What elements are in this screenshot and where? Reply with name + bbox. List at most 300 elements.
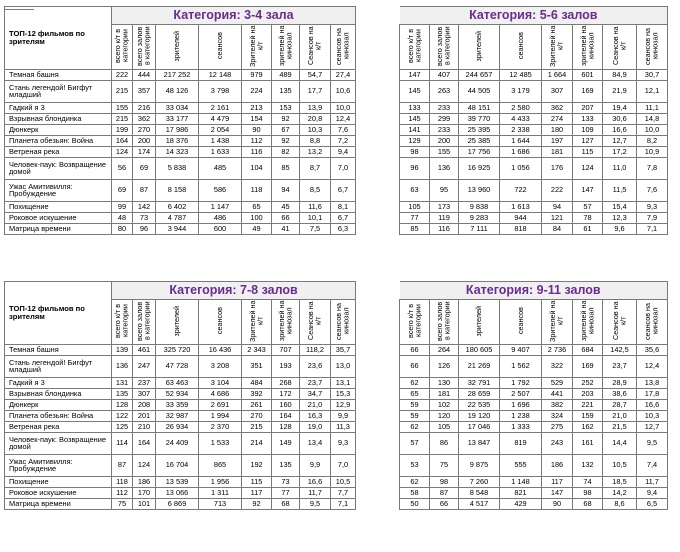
table-cell: 407 xyxy=(430,69,459,80)
column-header: Зрителей на к/т xyxy=(548,300,565,342)
table-cell: 32 791 xyxy=(459,377,500,388)
table-cell: 252 xyxy=(573,377,603,388)
table-cell: 9 838 xyxy=(459,201,500,212)
table-cell: 77 xyxy=(272,487,300,498)
table-row xyxy=(400,135,668,146)
table-cell: 13 066 xyxy=(156,487,199,498)
table-cell: 102 xyxy=(430,399,459,410)
film-title: Планета обезьян: Война xyxy=(5,135,112,146)
table-cell: 7,4 xyxy=(637,454,668,476)
table-cell: 461 xyxy=(133,344,156,355)
table-cell: 713 xyxy=(199,498,242,509)
table-cell: 601 xyxy=(573,69,603,80)
film-title: Дюнкерк xyxy=(5,399,112,410)
table-cell: 10,1 xyxy=(300,212,331,223)
table-cell: 7 111 xyxy=(459,223,500,234)
table-cell: 221 xyxy=(573,399,603,410)
table-cell: 7,8 xyxy=(637,157,668,179)
column-header: зрителей xyxy=(474,305,484,337)
column-header: сеансов на кинозал xyxy=(334,302,351,340)
table-cell: 1 792 xyxy=(500,377,542,388)
table-cell: 23,7 xyxy=(300,377,331,388)
table-row xyxy=(5,212,356,223)
table-cell: 21,0 xyxy=(603,410,637,421)
table-cell: 69 xyxy=(133,157,156,179)
table-cell: 48 126 xyxy=(156,80,199,102)
table-cell: 164 xyxy=(272,410,300,421)
table-cell: 128 xyxy=(272,421,300,432)
table-cell: 115 xyxy=(573,146,603,157)
table-panel-5-6 xyxy=(399,6,668,235)
table-cell: 98 xyxy=(430,476,459,487)
table-cell: 529 xyxy=(542,377,573,388)
column-header: сеансов xyxy=(215,32,225,60)
table-cell: 69 xyxy=(112,179,133,201)
film-title: Темная башня xyxy=(5,69,112,80)
table-row xyxy=(5,487,356,498)
table-cell: 270 xyxy=(242,410,272,421)
table-cell: 62 xyxy=(400,377,430,388)
table-cell: 174 xyxy=(133,146,156,157)
table-cell: 8 548 xyxy=(459,487,500,498)
table-cell: 181 xyxy=(430,388,459,399)
table-row xyxy=(5,410,356,421)
table-cell: 7,1 xyxy=(331,498,356,509)
table-cell: 19,0 xyxy=(300,421,331,432)
table-cell: 116 xyxy=(430,223,459,234)
table-cell: 979 xyxy=(242,69,272,80)
table-cell: 13,2 xyxy=(300,146,331,157)
column-header: всего к/т в категории xyxy=(113,303,130,339)
table-row xyxy=(5,377,356,388)
table-cell: 4 517 xyxy=(459,498,500,509)
table-cell: 33 177 xyxy=(156,113,199,124)
table-cell: 22 535 xyxy=(459,399,500,410)
table-cell: 118 xyxy=(112,476,133,487)
column-header: Зрителей на к/т xyxy=(247,300,265,342)
table-row xyxy=(400,399,668,410)
film-title: Темная башня xyxy=(5,344,112,355)
table-row xyxy=(400,223,668,234)
table-cell: 222 xyxy=(112,69,133,80)
table-panel-7-8 xyxy=(4,281,356,510)
table-cell: 275 xyxy=(542,421,573,432)
table-cell: 164 xyxy=(133,432,156,454)
table-cell: 23,6 xyxy=(300,355,331,377)
table-cell: 124 xyxy=(112,146,133,157)
table-cell: 66 xyxy=(400,344,430,355)
table-cell: 7,5 xyxy=(300,223,331,234)
table-cell: 181 xyxy=(542,146,573,157)
table-cell: 173 xyxy=(430,201,459,212)
table-cell: 82 xyxy=(272,146,300,157)
column-header: всего залов в категории xyxy=(435,26,452,66)
table-cell: 84,9 xyxy=(603,69,637,80)
category-title: Категория: 7-8 залов xyxy=(112,282,356,300)
table-cell: 1 562 xyxy=(500,355,542,377)
table-cell: 484 xyxy=(242,377,272,388)
table-cell: 4 433 xyxy=(500,113,542,124)
table-cell: 129 xyxy=(400,135,430,146)
film-title: Похищение xyxy=(5,476,112,487)
table-row xyxy=(5,69,356,80)
table-cell: 2 370 xyxy=(199,421,242,432)
column-header: сеансов на кинозал xyxy=(334,27,351,65)
column-header: всего залов в категории xyxy=(135,301,152,341)
table-cell: 32 987 xyxy=(156,410,199,421)
table-cell: 13,0 xyxy=(331,355,356,377)
table-cell: 13 539 xyxy=(156,476,199,487)
table-row xyxy=(400,377,668,388)
table-cell: 67 xyxy=(272,124,300,135)
table-cell: 1 238 xyxy=(500,410,542,421)
table-cell: 75 xyxy=(112,498,133,509)
table-cell: 11,1 xyxy=(637,102,668,113)
table-cell: 56 xyxy=(112,157,133,179)
table-cell: 8,7 xyxy=(300,157,331,179)
film-title: Человек-паук: Возвращение домой xyxy=(5,157,112,179)
table-row xyxy=(400,69,668,80)
column-header: всего залов в категории xyxy=(135,26,152,66)
column-header: Зрителей на к/т xyxy=(247,25,265,67)
table-cell: 169 xyxy=(573,80,603,102)
table-cell: 10,0 xyxy=(637,124,668,135)
table-cell: 44 505 xyxy=(459,80,500,102)
table-cell: 392 xyxy=(242,388,272,399)
table-cell: 147 xyxy=(573,179,603,201)
column-header: зрителей xyxy=(172,305,182,337)
table-cell: 10,6 xyxy=(331,80,356,102)
table-cell: 3 179 xyxy=(500,80,542,102)
category-title: Категория: 5-6 залов xyxy=(400,7,668,25)
table-cell: 38,6 xyxy=(603,388,637,399)
table-cell: 115 xyxy=(242,476,272,487)
table-cell: 66 xyxy=(400,355,430,377)
film-title: Дюнкерк xyxy=(5,124,112,135)
table-cell: 7 260 xyxy=(459,476,500,487)
table-cell: 8,8 xyxy=(300,135,331,146)
table-cell: 75 xyxy=(430,454,459,476)
table-cell: 19,4 xyxy=(603,102,637,113)
table-row xyxy=(400,344,668,355)
table-cell: 30,7 xyxy=(637,69,668,80)
table-cell: 90 xyxy=(542,498,573,509)
table-cell: 41 xyxy=(272,223,300,234)
table-cell: 85 xyxy=(272,157,300,179)
table-cell: 5 838 xyxy=(156,157,199,179)
table-cell: 9,5 xyxy=(300,498,331,509)
table-cell: 48 151 xyxy=(459,102,500,113)
table-row xyxy=(5,498,356,509)
table-cell: 268 xyxy=(272,377,300,388)
column-header: всего к/т в категории xyxy=(405,303,423,339)
table-cell: 217 252 xyxy=(156,69,199,80)
table-cell: 200 xyxy=(133,135,156,146)
table-cell: 90 xyxy=(242,124,272,135)
table-cell: 133 xyxy=(573,113,603,124)
table-cell: 49 xyxy=(242,223,272,234)
corner-line xyxy=(4,6,34,10)
table-cell: 180 xyxy=(542,124,573,135)
table-cell: 186 xyxy=(542,454,573,476)
table-row xyxy=(400,124,668,135)
table-cell: 215 xyxy=(112,113,133,124)
table-row xyxy=(5,146,356,157)
table-row xyxy=(5,421,356,432)
table-cell: 135 xyxy=(272,454,300,476)
table-cell: 10,3 xyxy=(637,410,668,421)
table-cell: 322 xyxy=(542,355,573,377)
table-cell: 247 xyxy=(133,355,156,377)
table-cell: 119 xyxy=(430,212,459,223)
column-header: всего к/т в категории xyxy=(113,28,130,64)
table-cell: 160 xyxy=(272,399,300,410)
table-cell: 164 xyxy=(112,135,133,146)
table-cell: 6,7 xyxy=(331,212,356,223)
table-cell: 3 798 xyxy=(199,80,242,102)
table-cell: 233 xyxy=(430,102,459,113)
table-cell: 222 xyxy=(542,179,573,201)
table-cell: 9,4 xyxy=(331,146,356,157)
table-cell: 444 xyxy=(133,69,156,80)
table-cell: 10,0 xyxy=(331,102,356,113)
table-cell: 16,6 xyxy=(300,476,331,487)
table-cell: 357 xyxy=(133,80,156,102)
table-cell: 114 xyxy=(112,432,133,454)
table-row xyxy=(400,102,668,113)
table-cell: 1 147 xyxy=(199,201,242,212)
table-cell: 98 xyxy=(400,146,430,157)
table-cell: 68 xyxy=(272,498,300,509)
table-row xyxy=(5,223,356,234)
table-cell: 61 xyxy=(573,223,603,234)
table-cell: 203 xyxy=(573,388,603,399)
column-header: Сеансов на к/т xyxy=(610,26,628,66)
table-cell: 92 xyxy=(272,135,300,146)
table-cell: 17 986 xyxy=(156,124,199,135)
table-cell: 12,4 xyxy=(637,355,668,377)
table-cell: 8,2 xyxy=(637,135,668,146)
table-cell: 12 485 xyxy=(500,69,542,80)
table-cell: 11,7 xyxy=(637,476,668,487)
table-cell: 53 xyxy=(400,454,430,476)
table-cell: 9,9 xyxy=(300,454,331,476)
table-row xyxy=(5,454,356,476)
table-cell: 821 xyxy=(500,487,542,498)
table-cell: 274 xyxy=(542,113,573,124)
table-cell: 63 463 xyxy=(156,377,199,388)
table-cell: 2 343 xyxy=(242,344,272,355)
table-cell: 21,5 xyxy=(603,421,637,432)
table-cell: 8 158 xyxy=(156,179,199,201)
table-cell: 1 533 xyxy=(199,432,242,454)
table-cell: 9,4 xyxy=(637,487,668,498)
table-cell: 224 xyxy=(242,80,272,102)
stats-table xyxy=(399,6,668,235)
column-header: Сеансов на к/т xyxy=(306,26,323,66)
table-cell: 17,7 xyxy=(300,80,331,102)
table-cell: 7,6 xyxy=(331,124,356,135)
table-cell: 118,2 xyxy=(300,344,331,355)
table-cell: 21,0 xyxy=(300,399,331,410)
header-label: ТОП-12 фильмов по зрителям xyxy=(5,7,112,70)
table-cell: 12,7 xyxy=(637,421,668,432)
table-cell: 96 xyxy=(133,223,156,234)
table-cell: 118 xyxy=(242,179,272,201)
table-cell: 180 605 xyxy=(459,344,500,355)
table-cell: 169 xyxy=(573,355,603,377)
table-cell: 39 770 xyxy=(459,113,500,124)
table-cell: 4 787 xyxy=(156,212,199,223)
table-cell: 6,7 xyxy=(331,179,356,201)
table-cell: 85 xyxy=(400,223,430,234)
table-cell: 2 161 xyxy=(199,102,242,113)
table-cell: 50 xyxy=(400,498,430,509)
table-row xyxy=(400,157,668,179)
table-cell: 172 xyxy=(272,388,300,399)
table-cell: 45 xyxy=(272,201,300,212)
table-cell: 149 xyxy=(272,432,300,454)
table-cell: 136 xyxy=(112,355,133,377)
table-cell: 441 xyxy=(542,388,573,399)
table-cell: 155 xyxy=(430,146,459,157)
table-row xyxy=(400,355,668,377)
table-cell: 57 xyxy=(400,432,430,454)
table-cell: 96 xyxy=(400,157,430,179)
table-cell: 10,3 xyxy=(300,124,331,135)
table-cell: 210 xyxy=(133,421,156,432)
table-cell: 62 xyxy=(400,421,430,432)
film-title: Ужас Амитивилля: Пробуждение xyxy=(5,179,112,201)
table-cell: 21,9 xyxy=(603,80,637,102)
film-title: Гадкий я 3 xyxy=(5,102,112,113)
table-cell: 16 925 xyxy=(459,157,500,179)
table-cell: 7,2 xyxy=(331,135,356,146)
table-cell: 10,5 xyxy=(603,454,637,476)
table-cell: 13,9 xyxy=(300,102,331,113)
table-cell: 18,5 xyxy=(603,476,637,487)
table-cell: 216 xyxy=(133,102,156,113)
table-cell: 136 xyxy=(430,157,459,179)
table-cell: 197 xyxy=(542,135,573,146)
table-cell: 99 xyxy=(112,201,133,212)
stats-table xyxy=(399,281,668,510)
table-cell: 117 xyxy=(542,476,573,487)
film-title: Ужас Амитивилля: Пробуждение xyxy=(5,454,112,476)
table-row xyxy=(5,80,356,102)
film-title: Человек-паук: Возвращение домой xyxy=(5,432,112,454)
column-header: Зрителей на к/т xyxy=(548,25,565,67)
table-cell: 14,2 xyxy=(603,487,637,498)
table-cell: 9,3 xyxy=(331,432,356,454)
table-cell: 34,7 xyxy=(300,388,331,399)
table-cell: 142,5 xyxy=(603,344,637,355)
table-cell: 161 xyxy=(573,432,603,454)
table-cell: 18 376 xyxy=(156,135,199,146)
stats-table xyxy=(4,6,356,235)
table-cell: 170 xyxy=(133,487,156,498)
table-cell: 2 580 xyxy=(500,102,542,113)
table-cell: 121 xyxy=(542,212,573,223)
table-cell: 1 956 xyxy=(199,476,242,487)
table-cell: 429 xyxy=(500,498,542,509)
column-header: сеансов xyxy=(515,32,525,60)
table-cell: 722 xyxy=(500,179,542,201)
table-cell: 215 xyxy=(242,421,272,432)
table-cell: 9,9 xyxy=(331,410,356,421)
table-row xyxy=(400,476,668,487)
table-cell: 135 xyxy=(272,80,300,102)
table-cell: 122 xyxy=(112,410,133,421)
table-cell: 116 xyxy=(242,146,272,157)
table-cell: 1 311 xyxy=(199,487,242,498)
table-cell: 362 xyxy=(542,102,573,113)
table-row xyxy=(400,179,668,201)
table-cell: 26 934 xyxy=(156,421,199,432)
table-cell: 362 xyxy=(133,113,156,124)
table-cell: 586 xyxy=(199,179,242,201)
table-cell: 2 507 xyxy=(500,388,542,399)
table-cell: 324 xyxy=(542,410,573,421)
table-cell: 77 xyxy=(400,212,430,223)
table-cell: 131 xyxy=(112,377,133,388)
table-row xyxy=(5,124,356,135)
table-cell: 153 xyxy=(272,102,300,113)
table-cell: 14 323 xyxy=(156,146,199,157)
table-cell: 16,3 xyxy=(300,410,331,421)
table-cell: 162 xyxy=(573,421,603,432)
table-cell: 133 xyxy=(400,102,430,113)
table-cell: 100 xyxy=(242,212,272,223)
table-cell: 105 xyxy=(430,421,459,432)
table-cell: 6 402 xyxy=(156,201,199,212)
table-cell: 299 xyxy=(430,113,459,124)
table-cell: 207 xyxy=(573,102,603,113)
table-cell: 261 xyxy=(242,399,272,410)
table-row xyxy=(5,135,356,146)
table-cell: 1 633 xyxy=(199,146,242,157)
film-title: Гадкий я 3 xyxy=(5,377,112,388)
table-cell: 1 994 xyxy=(199,410,242,421)
table-cell: 128 xyxy=(112,399,133,410)
table-cell: 80 xyxy=(112,223,133,234)
table-cell: 94 xyxy=(542,201,573,212)
table-cell: 215 xyxy=(112,80,133,102)
table-cell: 237 xyxy=(133,377,156,388)
table-row xyxy=(5,201,356,212)
table-cell: 104 xyxy=(242,157,272,179)
table-cell: 101 xyxy=(133,498,156,509)
column-header: сеансов xyxy=(215,307,225,335)
table-cell: 186 xyxy=(133,476,156,487)
table-row xyxy=(5,102,356,113)
table-cell: 8,1 xyxy=(331,201,356,212)
film-title: Матрица времени xyxy=(5,223,112,234)
table-cell: 24 409 xyxy=(156,432,199,454)
table-cell: 176 xyxy=(542,157,573,179)
column-header: зрителей на кинозал xyxy=(578,300,596,342)
table-cell: 68 xyxy=(573,498,603,509)
column-header: Сеансов на к/т xyxy=(610,301,628,341)
table-cell: 7,1 xyxy=(637,223,668,234)
table-cell: 555 xyxy=(500,454,542,476)
table-cell: 23,7 xyxy=(603,355,637,377)
table-cell: 147 xyxy=(400,69,430,80)
table-cell: 244 657 xyxy=(459,69,500,80)
table-cell: 10,5 xyxy=(331,476,356,487)
header-label: ТОП-12 фильмов по зрителям xyxy=(5,282,112,345)
table-cell: 3 208 xyxy=(199,355,242,377)
